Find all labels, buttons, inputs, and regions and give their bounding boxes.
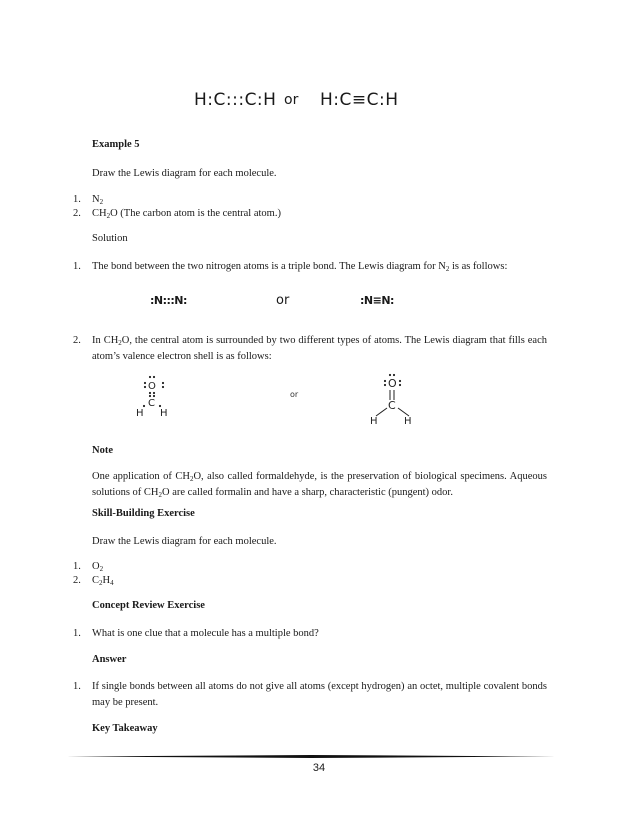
atom-h: H: [160, 408, 168, 419]
solution-item-number: 2.: [73, 335, 81, 346]
or-label: or: [276, 293, 290, 308]
atom-o: O: [148, 381, 156, 392]
solution-heading: Solution: [92, 233, 128, 244]
svg-text:H: H: [404, 416, 412, 427]
acetylene-line-structure: H:C≡C:H: [320, 90, 399, 110]
solution-item-text: In $CH_2O$, the central atom is surrounded by two different types of atoms. The Lewis diagram that fills each atom’s valence electron shell is as follows:: [92, 335, 547, 362]
acetylene-dot-structure: H:C:::C:H: [194, 90, 277, 110]
example-item-number: 2.: [73, 208, 81, 219]
example-instruction: Draw the Lewis diagram for each molecule.: [92, 168, 277, 179]
footer-rule: [66, 755, 556, 758]
answer-text: If single bonds between all atoms do not give all atoms (except hydrogen) an octet, multiple covalent bonds may be present.: [92, 681, 547, 708]
skill-item-number: 2.: [73, 575, 81, 586]
note-text: One application of $CH_2O$, also called formaldehyde, is the preservation of biological specimens. Aqueous solutions of $CH_2O$ are called formalin and have a sharp, characteristic (pungent) odor.: [92, 471, 547, 499]
or-label: or: [290, 390, 299, 399]
acetylene-diagram: [194, 90, 444, 114]
skill-item: $C_2H_4$: [92, 575, 114, 587]
or-label: or: [284, 92, 299, 108]
note-heading: Note: [92, 445, 113, 456]
skill-item: $O_2$: [92, 561, 104, 573]
concept-heading: Concept Review Exercise: [92, 600, 205, 611]
n2-dot-structure: :N:::N:: [150, 294, 187, 307]
skill-item-number: 1.: [73, 561, 81, 572]
solution-item-number: 1.: [73, 261, 81, 272]
concept-question: What is one clue that a molecule has a multiple bond?: [92, 628, 319, 639]
atom-o: O: [388, 377, 397, 390]
skill-instruction: Draw the Lewis diagram for each molecule.: [92, 536, 277, 547]
atom-h: H: [136, 408, 144, 419]
formaldehyde-dot-structure: [136, 376, 168, 419]
page-number: 34: [312, 762, 326, 774]
atom-c: C: [388, 399, 396, 412]
formaldehyde-h-right: [404, 414, 418, 428]
example-item-number: 1.: [73, 194, 81, 205]
formaldehyde-line-structure: [376, 374, 409, 416]
key-takeaway-heading: Key Takeaway: [92, 723, 158, 734]
n2-diagram: [150, 294, 410, 314]
formaldehyde-diagram: [130, 370, 410, 425]
atom-h: H: [370, 416, 378, 425]
solution-item-text: The bond between the two nitrogen atoms is a triple bond. The Lewis diagram for $N_2$ is as follows:: [92, 261, 508, 273]
concept-question-number: 1.: [73, 628, 81, 639]
example-item: $N_2$: [92, 194, 104, 206]
atom-c: C: [148, 398, 155, 409]
answer-number: 1.: [73, 681, 81, 692]
skill-heading: Skill-Building Exercise: [92, 508, 195, 519]
example-heading: Example 5: [92, 139, 140, 150]
answer-heading: Answer: [92, 654, 127, 665]
example-item: $CH_2O$ (The carbon atom is the central atom.): [92, 208, 281, 220]
n2-line-structure: :N≡N:: [360, 294, 394, 307]
